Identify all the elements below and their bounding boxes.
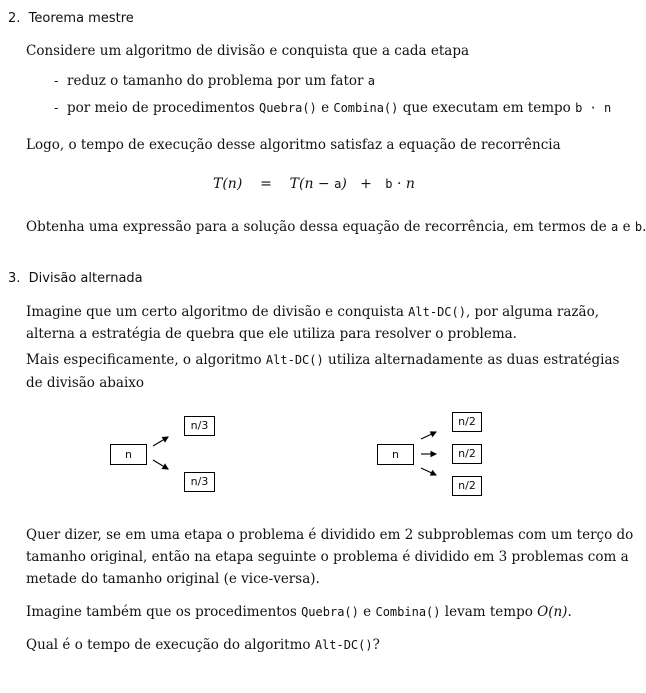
section-3-p5 — [26, 634, 380, 656]
eq-rhs-post: ) — [341, 176, 347, 192]
ask-pre: Obtenha uma expressão para a solução dessa equação de recorrência, em termos de — [26, 219, 607, 235]
eq-rhs-var: a — [334, 177, 342, 191]
section-2-logo: Logo, o tempo de execução desse algoritmo satisfaz a equação de recorrência — [26, 137, 561, 153]
eq-rhs-pre: T(n − — [289, 176, 330, 192]
section-3-p3-line1: Quer dizer, se em uma etapa o problema é dividido em 2 subproblemas com um terço do — [26, 527, 634, 543]
right-target-box-middle: n/2 — [452, 444, 482, 464]
p2-code: Alt-DC() — [265, 353, 324, 367]
p4-cost: O(n) — [537, 604, 568, 620]
p2-pre: Mais especificamente, o algoritmo — [26, 352, 262, 368]
bullet-2-pre: por meio de procedimentos — [67, 100, 255, 116]
p1-code: Alt-DC() — [408, 305, 466, 319]
right-target-box-top: n/2 — [452, 412, 482, 432]
p5-pre: Qual é o tempo de execução do algoritmo — [26, 637, 311, 653]
p2-post: utiliza alternadamente as duas estratégias — [328, 352, 620, 368]
bullet-1-var: a — [367, 74, 375, 88]
section-3-p4 — [26, 601, 572, 623]
right-source-box: n — [377, 444, 414, 465]
bullet-dash: - — [54, 101, 59, 116]
section-3-p3-line3: metade do tamanho original (e vice-versa). — [26, 571, 320, 587]
ask-end: . — [642, 219, 646, 235]
left-target-box-bottom: n/3 — [184, 472, 215, 492]
eq-term-var: b — [385, 177, 393, 191]
bullet-2-proc2: Combina() — [333, 101, 399, 115]
bullet-1-text: reduz o tamanho do problema por um fator — [67, 73, 364, 89]
p1-pre: Imagine que um certo algoritmo de divisão e conquista — [26, 304, 404, 320]
p5-end: ? — [372, 637, 380, 653]
p1-post: , por alguma razão, — [465, 304, 599, 320]
eq-lhs: T(n) — [213, 176, 243, 192]
section-2-number: 2. — [8, 11, 21, 26]
p4-proc1: Quebra() — [301, 605, 359, 619]
arrow-right-down — [421, 468, 436, 475]
ask-and: e — [622, 219, 631, 235]
p4-proc2: Combina() — [375, 605, 441, 619]
bullet-2-post: que executam em tempo — [402, 100, 571, 116]
bullet-2-cost: b · n — [575, 101, 612, 115]
bullet-2-proc1: Quebra() — [258, 101, 317, 115]
section-2-intro: Considere um algoritmo de divisão e conquista que a cada etapa — [26, 43, 470, 59]
p4-post: levam tempo — [444, 604, 533, 620]
bullet-2-mid: e — [321, 100, 330, 116]
p4-mid: e — [363, 604, 372, 620]
section-3-title: Divisão alternada — [28, 271, 143, 286]
p5-code: Alt-DC() — [314, 638, 373, 652]
section-3-p2-line2: de divisão abaixo — [26, 375, 145, 391]
left-target-box-top: n/3 — [184, 416, 215, 436]
eq-equals: = — [260, 176, 272, 192]
section-2-title: Teorema mestre — [28, 11, 134, 26]
section-3-number: 3. — [8, 271, 21, 286]
eq-term-post: · n — [396, 176, 415, 192]
p4-end: . — [567, 604, 572, 620]
arrow-left-up — [153, 437, 168, 446]
arrow-right-up — [421, 432, 436, 439]
arrow-left-down — [153, 460, 168, 469]
bullet-dash: - — [54, 74, 59, 89]
left-source-box: n — [110, 444, 147, 465]
p4-pre: Imagine também que os procedimentos — [26, 604, 297, 620]
section-3-p1-line2: alterna a estratégia de quebra que ele utiliza para resolver o problema. — [26, 326, 517, 342]
section-3-p3-line2: tamanho original, então na etapa seguinte o problema é dividido em 3 problemas com a — [26, 549, 629, 565]
ask-var-b: b — [634, 220, 643, 234]
ask-var-a: a — [611, 220, 619, 234]
eq-plus: + — [360, 176, 372, 192]
right-target-box-bottom: n/2 — [452, 476, 482, 496]
